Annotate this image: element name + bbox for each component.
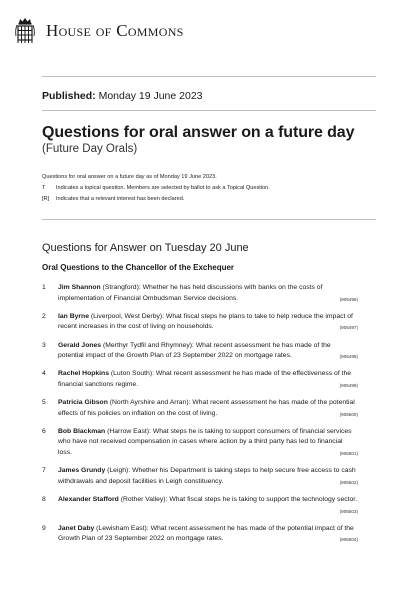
intro-divider <box>42 219 376 220</box>
published-label: Published: <box>42 90 96 102</box>
question-body <box>58 312 358 334</box>
question-text: What fiscal steps he is taking to support the technology sector. <box>169 496 358 504</box>
question-reference: (905503) <box>339 508 358 514</box>
question-reference: (905497) <box>339 325 358 331</box>
member-name: Bob Blackman <box>58 427 106 435</box>
page-subtitle: (Future Day Orals) <box>42 143 138 155</box>
intro-line: Questions for oral answer on a future day as of Monday 19 June 2023. <box>42 174 217 180</box>
member-name: Ian Byrne <box>58 312 89 320</box>
question-body <box>58 524 358 546</box>
question-number: 3 <box>42 341 46 349</box>
legend-item-interest <box>42 194 270 205</box>
question-number: 9 <box>42 524 46 532</box>
published-divider <box>42 110 376 111</box>
published-line <box>42 90 203 102</box>
member-name: James Grundy <box>58 467 106 475</box>
question-reference: (905504) <box>339 537 358 543</box>
member-constituency: (Luton South): <box>110 370 154 378</box>
question-text: What recent assessment he has made of the effectiveness of the financial sanctions regime. <box>58 370 352 388</box>
legend-key: [R] <box>42 196 50 202</box>
member-name: Patricia Gibson <box>58 399 108 407</box>
legend-text: Indicates that a relevant interest has been declared. <box>56 196 185 202</box>
question-number: 1 <box>42 284 46 291</box>
member-constituency: (Liverpool, West Derby): <box>90 312 165 320</box>
published-date: Monday 19 June 2023 <box>98 90 203 102</box>
legend-text: Indicates a topical question. Members are selected by ballot to ask a Topical Question. <box>56 185 270 191</box>
question-item <box>42 524 358 546</box>
question-item <box>42 341 358 363</box>
question-reference: (905499) <box>339 382 358 388</box>
question-text: What steps he is taking to support consumers of financial services who have not received compensation in cases where action by a third party has led to financial loss. <box>58 427 352 456</box>
question-reference: (905501) <box>339 450 358 456</box>
question-item <box>42 312 358 334</box>
legend-item-topical <box>42 183 270 194</box>
member-constituency: (North Ayrshire and Arran): <box>109 399 191 407</box>
question-item <box>42 495 358 517</box>
page-title: Questions for oral answer on a future day <box>42 124 355 141</box>
question-number: 2 <box>42 312 46 320</box>
question-reference: (905498) <box>339 354 358 360</box>
question-item <box>42 283 358 305</box>
question-body <box>58 427 358 460</box>
member-name: Gerald Jones <box>58 341 102 349</box>
questions-list <box>42 283 358 553</box>
intro-block <box>42 172 270 205</box>
subsection-title: Oral Questions to the Chancellor of the Exchequer <box>42 263 235 272</box>
section-title: Questions for Answer on Tuesday 20 June <box>42 242 249 254</box>
member-constituency: (Lewisham East): <box>96 524 149 532</box>
question-reference: (905502) <box>339 479 358 485</box>
question-item <box>42 427 358 460</box>
member-name: Janet Daby <box>58 524 95 532</box>
legend-key: T <box>42 185 46 191</box>
question-number: 7 <box>42 467 46 475</box>
top-divider <box>42 76 376 77</box>
question-text: What recent assessment he has made of the potential impact of the Growth Plan of 23 September 2022 on mortgage rates. <box>58 524 354 543</box>
question-text: What fiscal steps he plans to take to help reduce the impact of recent increases in the cost of living on households. <box>58 312 353 331</box>
member-name: Jim Shannon <box>58 284 101 291</box>
member-name: Rachel Hopkins <box>58 370 109 378</box>
question-body <box>58 341 358 363</box>
member-constituency: (Merthyr Tydfil and Rhymney): <box>102 341 194 349</box>
member-constituency: (Leigh): <box>107 467 131 475</box>
question-body <box>58 283 358 305</box>
question-item <box>42 466 358 488</box>
question-body <box>58 466 358 488</box>
question-body <box>58 398 358 420</box>
member-constituency: (Rother Valley): <box>120 496 168 504</box>
question-text: Whether his Department is taking steps to help secure free access to cash withdrawals and deposit facilities in Leigh constituency. <box>58 467 356 485</box>
question-text: Whether he has held discussions with banks on the costs of implementation of Financial Ombudsman Service decisions. <box>58 284 323 302</box>
member-name: Alexander Stafford <box>58 496 119 504</box>
question-item <box>42 369 358 391</box>
question-body <box>58 495 358 517</box>
question-body <box>58 369 358 391</box>
question-number: 4 <box>42 370 46 378</box>
portcullis-icon <box>14 16 36 46</box>
question-item <box>42 398 358 420</box>
question-reference: (905496) <box>339 296 358 302</box>
house-of-commons-wordmark: HOUSE OF COMMONS <box>46 21 184 40</box>
page-header <box>14 12 184 50</box>
question-number: 8 <box>42 496 46 504</box>
member-constituency: (Harrow East): <box>107 427 151 435</box>
member-constituency: (Strangford): <box>102 284 141 291</box>
question-text: What recent assessment he has made of the potential impact of the Growth Plan of 23 September 2022 on mortgage rates. <box>58 341 331 360</box>
question-number: 6 <box>42 427 46 435</box>
question-text: What recent assessment he has made of the potential effects of his policies on inflation on the cost of living. <box>58 399 355 417</box>
question-number: 5 <box>42 399 46 407</box>
question-reference: (905500) <box>339 411 358 417</box>
